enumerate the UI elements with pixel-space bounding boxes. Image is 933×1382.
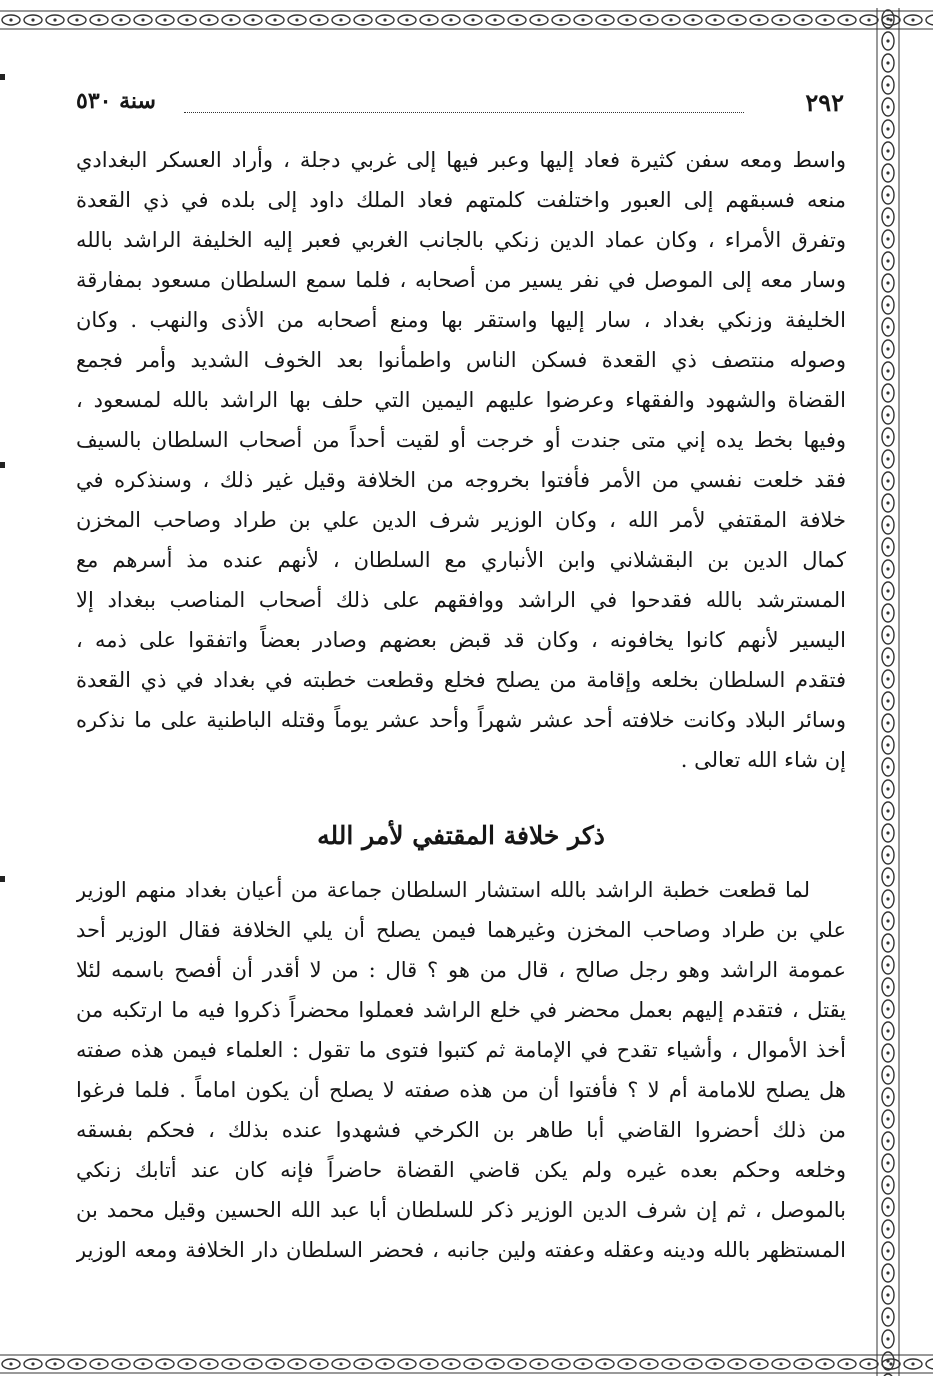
text-line: المستظهر بالله ودينه وعقله وعفته ولين جانبه ، فحضر السلطان دار الخلافة ومعه الوزير: [76, 1238, 846, 1262]
text-line: يقتل ، فتقدم إليهم بعمل محضر في خلع الراشد فعملوا محضراً ذكروا فيه ما ارتكبه من: [76, 998, 846, 1022]
text-line: بالموصل ، ثم إن شرف الدين الوزير ذكر للسلطان أبا عبد الله الحسين وقيل محمد بن: [76, 1198, 846, 1222]
ornamental-border-top: [0, 8, 933, 32]
ornamental-border-bottom: [0, 1352, 933, 1376]
header-dotted-rule: [184, 112, 744, 113]
text-line: كمال الدين بن البقشلاني وابن الأنباري مع السلطان ، لأنهم عنده مذ أسرهم مع: [76, 548, 846, 572]
text-line: فتقدم السلطان بخلعه وإقامة من يصلح فخلع وقطعت خطبته في بغداد في ذي القعدة: [76, 668, 846, 692]
text-line: وصوله منتصف ذي القعدة فسكن الناس واطمأنوا بعد الخوف الشديد وأمر فجمع: [76, 348, 846, 372]
running-header: [76, 88, 844, 128]
margin-mark: [0, 462, 5, 468]
paragraph-continued: [76, 140, 846, 780]
text-line: عمومة الراشد وهو رجل صالح ، قال من هو ؟ قال : من لا أقدر أن أفصح باسمه لئلا: [76, 958, 846, 982]
page-number: ٢٩٢: [805, 88, 844, 117]
margin-mark: [0, 74, 5, 80]
text-line: لما قطعت خطبة الراشد بالله استشار السلطان جماعة من أعيان بغداد منهم الوزير: [76, 878, 810, 902]
text-line: هل يصلح للامامة أم لا ؟ فأفتوا أن من هذه صفته لا يصلح أن يكون اماماً . فلما فرغوا: [76, 1078, 846, 1102]
year-label: سنة ٥٣٠: [76, 88, 156, 114]
text-line: واسط ومعه سفن كثيرة فعاد إليها وعبر فيها إلى غربي دجلة ، وأراد العسكر البغدادي: [76, 148, 846, 172]
text-line: فقد خلعت نفسي من الأمر فأفتوا بخروجه من الخلافة وقيل غير ذلك ، وسنذكره في: [76, 468, 846, 492]
text-line: وسار معه إلى الموصل في نفر يسير من أصحابه ، فلما سمع السلطان مسعود بمفارقة: [76, 268, 846, 292]
text-line: منعه فسبقهم إلى العبور واختلفت كلمتهم فعاد الملك داود إلى بلده في ذي القعدة: [76, 188, 846, 212]
text-line: خلافة المقتفي لأمر الله ، وكان الوزير شرف الدين علي بن طراد وصاحب المخزن: [76, 508, 846, 532]
text-line: وتفرق الأمراء ، وكان عماد الدين زنكي بالجانب الغربي فعبر إليه الخليفة الراشد بالله: [76, 228, 846, 252]
margin-mark: [0, 876, 5, 882]
text-line: وخلعه وحكم بعده غيره ولم يكن قاضي القضاة حاضراً فإنه كان عند أتابك زنكي: [76, 1158, 846, 1182]
text-line: علي بن طراد وصاحب المخزن وغيرهما فيمن يصلح أن يلي الخلافة فقال الوزير أحد: [76, 918, 846, 942]
ornamental-border-right: [872, 8, 904, 1376]
section-heading: ذكر خلافة المقتفي لأمر الله: [317, 821, 605, 850]
text-line: أخذ الأموال ، وأشياء تقدح في الإمامة ثم كتبوا فتوى ما تقول : العلماء فيمن هذه صفته: [76, 1038, 846, 1062]
text-line: اليسير لأنهم كانوا يخافونه ، وكان قد قبض بعضهم وصادر بعضاً واتفقوا على ذمه ،: [76, 628, 846, 652]
text-line: المسترشد بالله فقدحوا في الراشد ووافقهم على ذلك أصحاب المناصب ببغداد إلا: [76, 588, 846, 612]
text-line: الخليفة وزنكي بغداد ، سار إليها واستقر بها ومنع أصحابه من الأذى والنهب . وكان: [76, 308, 846, 332]
paragraph-new-section: [76, 870, 846, 1270]
text-line: إن شاء الله تعالى .: [680, 748, 846, 772]
text-line: من ذلك أحضروا القاضي أبا طاهر بن الكرخي فشهدوا عنده بذلك ، فحكم بفسقه: [76, 1118, 846, 1142]
text-line: وفيها بخط يده إني متى جندت أو خرجت أو لقيت أحداً من أصحاب السلطان بالسيف: [76, 428, 846, 452]
text-line: القضاة والشهود والفقهاء وعرضوا عليهم اليمين التي حلف بها الراشد بالله لمسعود ،: [76, 388, 846, 412]
text-line: وسائر البلاد وكانت خلافته أحد عشر شهراً وأحد عشر يوماً وقتله الباطنية على ما نذكره: [76, 708, 846, 732]
